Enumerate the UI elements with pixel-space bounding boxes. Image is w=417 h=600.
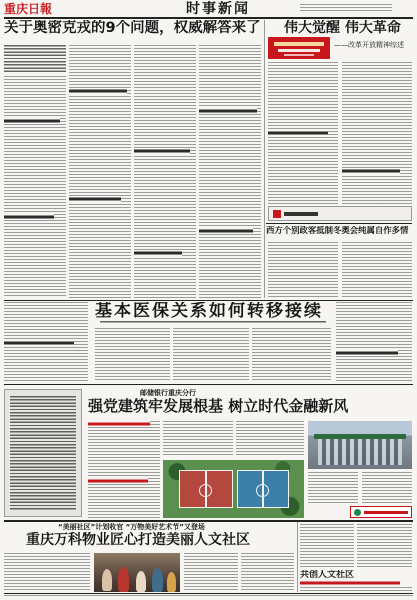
commentary-label <box>268 206 412 221</box>
question-subhead <box>69 88 127 94</box>
community-event-photo <box>94 553 180 592</box>
postal-bank-kicker: 邮储银行重庆分行 <box>140 389 196 397</box>
bank-emblem-icon <box>354 509 361 516</box>
body-text-column <box>336 302 412 382</box>
article-rule <box>266 223 412 224</box>
section-title: 时事新闻 <box>186 1 250 17</box>
body-text-column <box>357 524 412 568</box>
reform-spirit-headline: 伟大觉醒 伟大革命 <box>284 20 401 36</box>
body-text-column <box>88 421 160 518</box>
footer-rule <box>4 593 413 594</box>
vanke-headline: 重庆万科物业匠心打造美丽人文社区 <box>26 532 250 548</box>
section-subhead <box>342 168 400 174</box>
bank-building-photo <box>308 421 412 469</box>
question-subhead <box>134 250 182 256</box>
body-text-column <box>300 587 412 592</box>
body-text-column <box>268 242 338 298</box>
square-icon <box>273 210 281 218</box>
red-subhead <box>88 421 150 427</box>
issue-date-block <box>300 4 392 13</box>
feature-badge-logo <box>268 37 330 59</box>
body-text-column <box>173 328 249 382</box>
sidebar-note-box <box>4 389 82 517</box>
question-subhead <box>199 228 253 234</box>
body-text-column <box>95 328 170 382</box>
section-rule <box>4 300 413 301</box>
question-subhead <box>69 196 121 202</box>
medical-insurance-subheadline <box>100 321 326 324</box>
section-subhead <box>268 130 328 136</box>
body-text-column <box>241 553 294 592</box>
body-text-column <box>4 553 90 592</box>
body-text-column <box>4 76 66 298</box>
question-subhead <box>4 118 60 124</box>
red-subhead <box>88 478 148 484</box>
section-rule <box>4 384 413 385</box>
section-rule <box>4 520 413 522</box>
body-text-column <box>362 472 412 504</box>
body-text-column <box>134 45 196 298</box>
omicron-lead-text <box>4 45 66 73</box>
body-text-column <box>252 328 331 382</box>
court-aerial-photo <box>163 460 304 518</box>
body-text-column <box>342 242 412 298</box>
column-divider <box>264 20 265 298</box>
postal-bank-headline: 强党建筑牢发展根基 树立时代金融新风 <box>88 398 349 415</box>
body-text-column <box>308 472 358 504</box>
question-subhead <box>199 108 257 114</box>
body-text-column <box>342 62 412 204</box>
footer-info <box>4 595 413 597</box>
body-text-column <box>69 45 131 298</box>
winter-olympics-headline: 西方个别政客抵制冬奥会纯属自作多情 <box>266 226 409 235</box>
community-headline: 共创人文社区 <box>300 570 355 580</box>
masthead-logo: 重庆日報 <box>4 2 53 16</box>
question-subhead <box>4 214 54 220</box>
community-subtitle <box>300 580 400 586</box>
omicron-headline: 关于奥密克戎的9个问题，权威解答来了 <box>4 20 261 36</box>
body-text-column <box>300 524 354 568</box>
section-subhead <box>336 350 398 356</box>
vanke-kicker: “美丽社区”计划收官 “万物美好艺术节”又登场 <box>58 523 205 531</box>
medical-insurance-headline: 基本医保关系如何转移接续 <box>95 302 323 320</box>
question-subhead <box>134 148 190 154</box>
section-subhead <box>4 340 74 346</box>
body-text-column <box>184 553 238 592</box>
body-text-column <box>163 421 233 457</box>
sidebar-note-text <box>10 396 76 510</box>
body-text-column <box>236 421 304 457</box>
reform-spirit-subtitle: ——改革开放精神综述 <box>334 41 404 49</box>
masthead-rule <box>4 17 413 19</box>
column-divider <box>297 522 298 592</box>
bank-logo <box>350 506 412 518</box>
body-text-column <box>199 45 261 298</box>
